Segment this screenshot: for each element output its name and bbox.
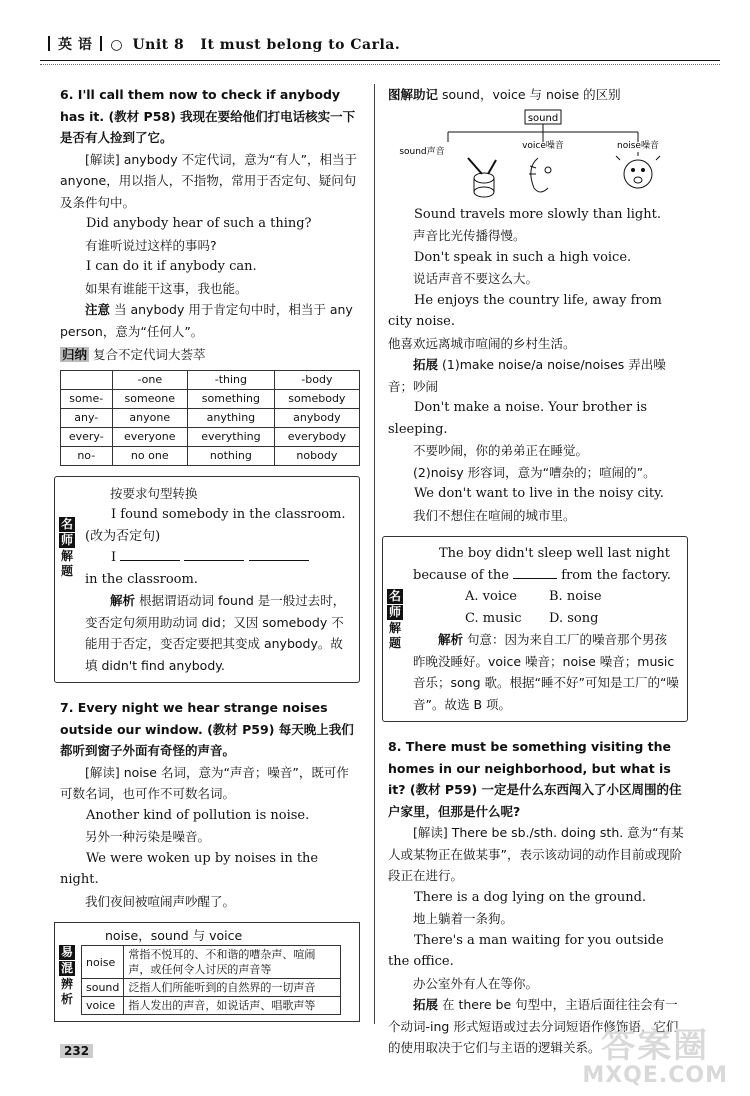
extension-tag: 拓展	[413, 357, 439, 372]
section-7-jiedu: [解读] noise 名词，意为“声音；噪音”，既可作可数名词，也可作不可数名词。	[60, 764, 349, 801]
header-subject: 英 语	[58, 37, 93, 53]
example-cn: 有谁听说过这样的事吗?	[85, 237, 217, 253]
exercise-blanks: I	[85, 547, 351, 569]
table-row	[82, 997, 341, 1015]
analysis-tag: 解析	[438, 632, 464, 647]
header-title: It must belong to Carla.	[200, 37, 401, 53]
table-cell: 指人发出的声音，如说话声、唱歌声等	[124, 997, 341, 1015]
exercise-question: I found somebody in the classroom. (改为否定句)	[85, 507, 346, 544]
table-cell: voice	[82, 997, 124, 1015]
box-label: 名 师 解 题	[388, 589, 401, 650]
table-cell: -body	[274, 370, 359, 389]
header-unit: Unit 8	[132, 37, 185, 53]
table-row	[61, 446, 360, 465]
right-column	[388, 84, 688, 1059]
comparison-table	[81, 945, 341, 1015]
analysis-text: 根据谓语动词 found 是一般过去时，变否定句须用助动词 did；又因 somebody 不能用于否定，变否定要把其变成 anybody。故填 didn't find anybody.	[85, 593, 346, 673]
analysis-text: 句意：因为来自工厂的噪音那个男孩昨晚没睡好。voice 噪音；noise 噪音；music 音乐；song 歌。根据“睡不好”可知是工厂的“噪音”。故选 B 项。	[413, 632, 679, 712]
table-cell	[61, 370, 113, 389]
diagram-label-sound: sound声音	[399, 146, 445, 157]
extension-paragraph	[388, 354, 688, 397]
diagram-title	[388, 84, 688, 106]
table-cell: something	[188, 389, 275, 408]
example-cn: 如果有谁能干这事，我也能。	[85, 280, 248, 296]
example-cn: 地上躺着一条狗。	[413, 911, 514, 926]
table-cell: anyone	[112, 408, 188, 427]
exercise-question: The boy didn't sleep well last night because of the from the factory.	[413, 546, 671, 583]
exercise-options	[413, 608, 679, 630]
extension-text-2: (2)noisy 形容词，意为“嘈杂的；喧闹的”。	[413, 464, 656, 480]
column-divider	[374, 84, 375, 1024]
guina-heading	[60, 344, 360, 366]
example-en: I can do it if anybody can.	[86, 259, 257, 274]
table-cell: no-	[61, 446, 113, 465]
guina-tag: 归纳	[62, 347, 88, 362]
table-cell: 泛指人们所能听到的自然界的一切声音	[124, 979, 341, 997]
table-row	[82, 946, 341, 979]
section-8-title: 8. There must be something visiting the homes in our neighborhood, but what is it? (教材 P59) 一定是什么东西闯入了小区周围的住户家里，但那是什么呢?	[388, 739, 682, 819]
answer-blank[interactable]	[249, 560, 309, 561]
diagram-tag: 图解助记	[388, 87, 439, 102]
answer-analysis	[413, 629, 679, 715]
example-cn: 不要吵闹，你的弟弟正在睡觉。	[413, 443, 589, 458]
table-cell: noise	[82, 946, 124, 979]
drum-icon	[468, 158, 496, 197]
example-en: Did anybody hear of such a thing?	[86, 216, 312, 231]
box-label: 名 师 解 题	[60, 516, 73, 578]
answer-blank[interactable]	[184, 560, 244, 561]
extension-tag: 拓展	[413, 997, 439, 1012]
extension-text: 在 there be 句型中，主语后面往往会有一个动词-ing 形式短语或过去分词短语作修饰语，它们的使用取决于它们与主语的逻辑关系。	[388, 997, 679, 1055]
table-cell: any-	[61, 408, 113, 427]
table-cell: no one	[112, 446, 188, 465]
table-cell: some-	[61, 389, 113, 408]
note-tag: 注意	[85, 302, 111, 317]
answer-analysis	[85, 590, 351, 676]
table-cell: nothing	[188, 446, 275, 465]
answer-blank[interactable]	[513, 578, 557, 579]
example-cn: 我们夜间被喧闹声吵醒了。	[85, 893, 236, 909]
shouting-face-icon	[616, 152, 660, 188]
diagram-label-noise: noise噪音	[617, 140, 659, 151]
example-en: Don't speak in such a high voice.	[414, 249, 632, 265]
analysis-tag: 解析	[110, 593, 136, 608]
table-row	[61, 427, 360, 446]
singing-face-icon	[529, 158, 551, 192]
left-column	[60, 84, 360, 1022]
table-cell: everybody	[274, 427, 359, 446]
table-cell: -thing	[188, 370, 275, 389]
example-cn: 他喜欢远离城市喧闹的乡村生活。	[388, 335, 576, 351]
option-c[interactable]: C. music	[465, 610, 522, 626]
table-cell: anything	[188, 408, 275, 427]
example-en: We were woken up by noises in the night.	[60, 850, 319, 887]
example-en: He enjoys the country life, away from city noise.	[388, 292, 662, 329]
option-d[interactable]: D. song	[549, 610, 599, 626]
example-en: Another kind of pollution is noise.	[86, 807, 310, 823]
running-header	[40, 34, 400, 54]
comparison-title: noise，sound 与 voice	[105, 928, 243, 943]
table-cell: nobody	[274, 446, 359, 465]
option-b[interactable]: B. noise	[549, 589, 602, 604]
table-cell: everyone	[112, 427, 188, 446]
table-cell: every-	[61, 427, 113, 446]
header-rule	[40, 60, 720, 65]
example-cn: 我们不想住在喧闹的城市里。	[413, 507, 576, 523]
diagram-svg	[388, 108, 688, 200]
diagram-title-text: sound，voice 与 noise 的区别	[442, 87, 621, 102]
comparison-box	[54, 922, 360, 1022]
example-en: There is a dog lying on the ground.	[414, 889, 647, 905]
section-8-jiedu: [解读] There be sb./sth. doing sth. 意为“有某人或某物正在做某事”，表示该动词的动作目前或现阶段正在进行。	[388, 825, 684, 883]
watermark	[582, 1028, 728, 1088]
exercise-instruction: 按要求句型转换	[110, 485, 198, 501]
example-en: Don't make a noise. Your brother is sleeping.	[388, 400, 648, 437]
table-cell: someone	[112, 389, 188, 408]
indefinite-pronoun-table	[60, 370, 360, 466]
sound-diagram	[388, 108, 688, 200]
exercise-box	[382, 536, 688, 722]
example-cn: 声音比光传播得慢。	[413, 228, 526, 243]
table-cell: anybody	[274, 408, 359, 427]
table-cell: everything	[188, 427, 275, 446]
note-paragraph	[60, 299, 360, 342]
extension-text: (1)make noise/a noise/noises 弄出噪音；吵闹	[388, 357, 666, 394]
table-row	[61, 389, 360, 408]
exercise-options	[413, 586, 679, 608]
exercise-box	[54, 476, 360, 684]
table-header-row	[61, 370, 360, 389]
watermark-line-2: MXQE.COM	[582, 1063, 728, 1088]
header-circle: ○	[110, 37, 124, 53]
section-7-title: 7. Every night we hear strange noises outside our window. (教材 P59) 每天晚上我们都听到窗子外面有奇怪的声音。	[60, 700, 354, 758]
header-bar	[48, 36, 50, 51]
example-en: There's a man waiting for you outside the office.	[388, 932, 664, 969]
exercise-blanks-end: in the classroom.	[85, 571, 198, 587]
page-number: 232	[60, 1044, 93, 1058]
box-label: 易 混 辨 析	[60, 945, 73, 1006]
header-bar	[100, 36, 102, 51]
table-cell: 常指不悦耳的、不和谐的嘈杂声、喧闹声，或任何令人讨厌的声音等	[124, 946, 341, 979]
diagram-top-label: sound	[527, 112, 559, 124]
table-cell: somebody	[274, 389, 359, 408]
example-cn: 另外一种污染是噪音。	[85, 829, 211, 844]
example-en: Sound travels more slowly than light.	[414, 206, 661, 222]
guina-text: 复合不定代词大荟萃	[93, 347, 206, 362]
answer-blank[interactable]	[120, 560, 180, 561]
table-row	[82, 979, 341, 997]
watermark-line-1: 答案圈	[601, 1026, 710, 1066]
table-cell: -one	[112, 370, 188, 389]
diagram-label-voice: voice噪音	[522, 140, 564, 151]
table-cell: sound	[82, 979, 124, 997]
example-cn: 说话声音不要这么大。	[413, 271, 539, 286]
note-text: 当 anybody 用于肯定句中时，相当于 any person，意为“任何人”。	[60, 302, 353, 339]
example-en: We don't want to live in the noisy city.	[414, 486, 664, 501]
section-6-jiedu: [解读] anybody 不定代词，意为“有人”，相当于 anyone，用以指人，不指物，常用于否定句、疑问句及条件句中。	[60, 151, 358, 210]
section-6-title: 6. I'll call them now to check if anybody has it. (教材 P58) 我现在要给他们打电话核实一下是否有人捡到了它。	[60, 87, 356, 145]
table-row	[61, 408, 360, 427]
example-cn: 办公室外有人在等你。	[413, 975, 539, 991]
option-a[interactable]: A. voice	[465, 589, 517, 604]
